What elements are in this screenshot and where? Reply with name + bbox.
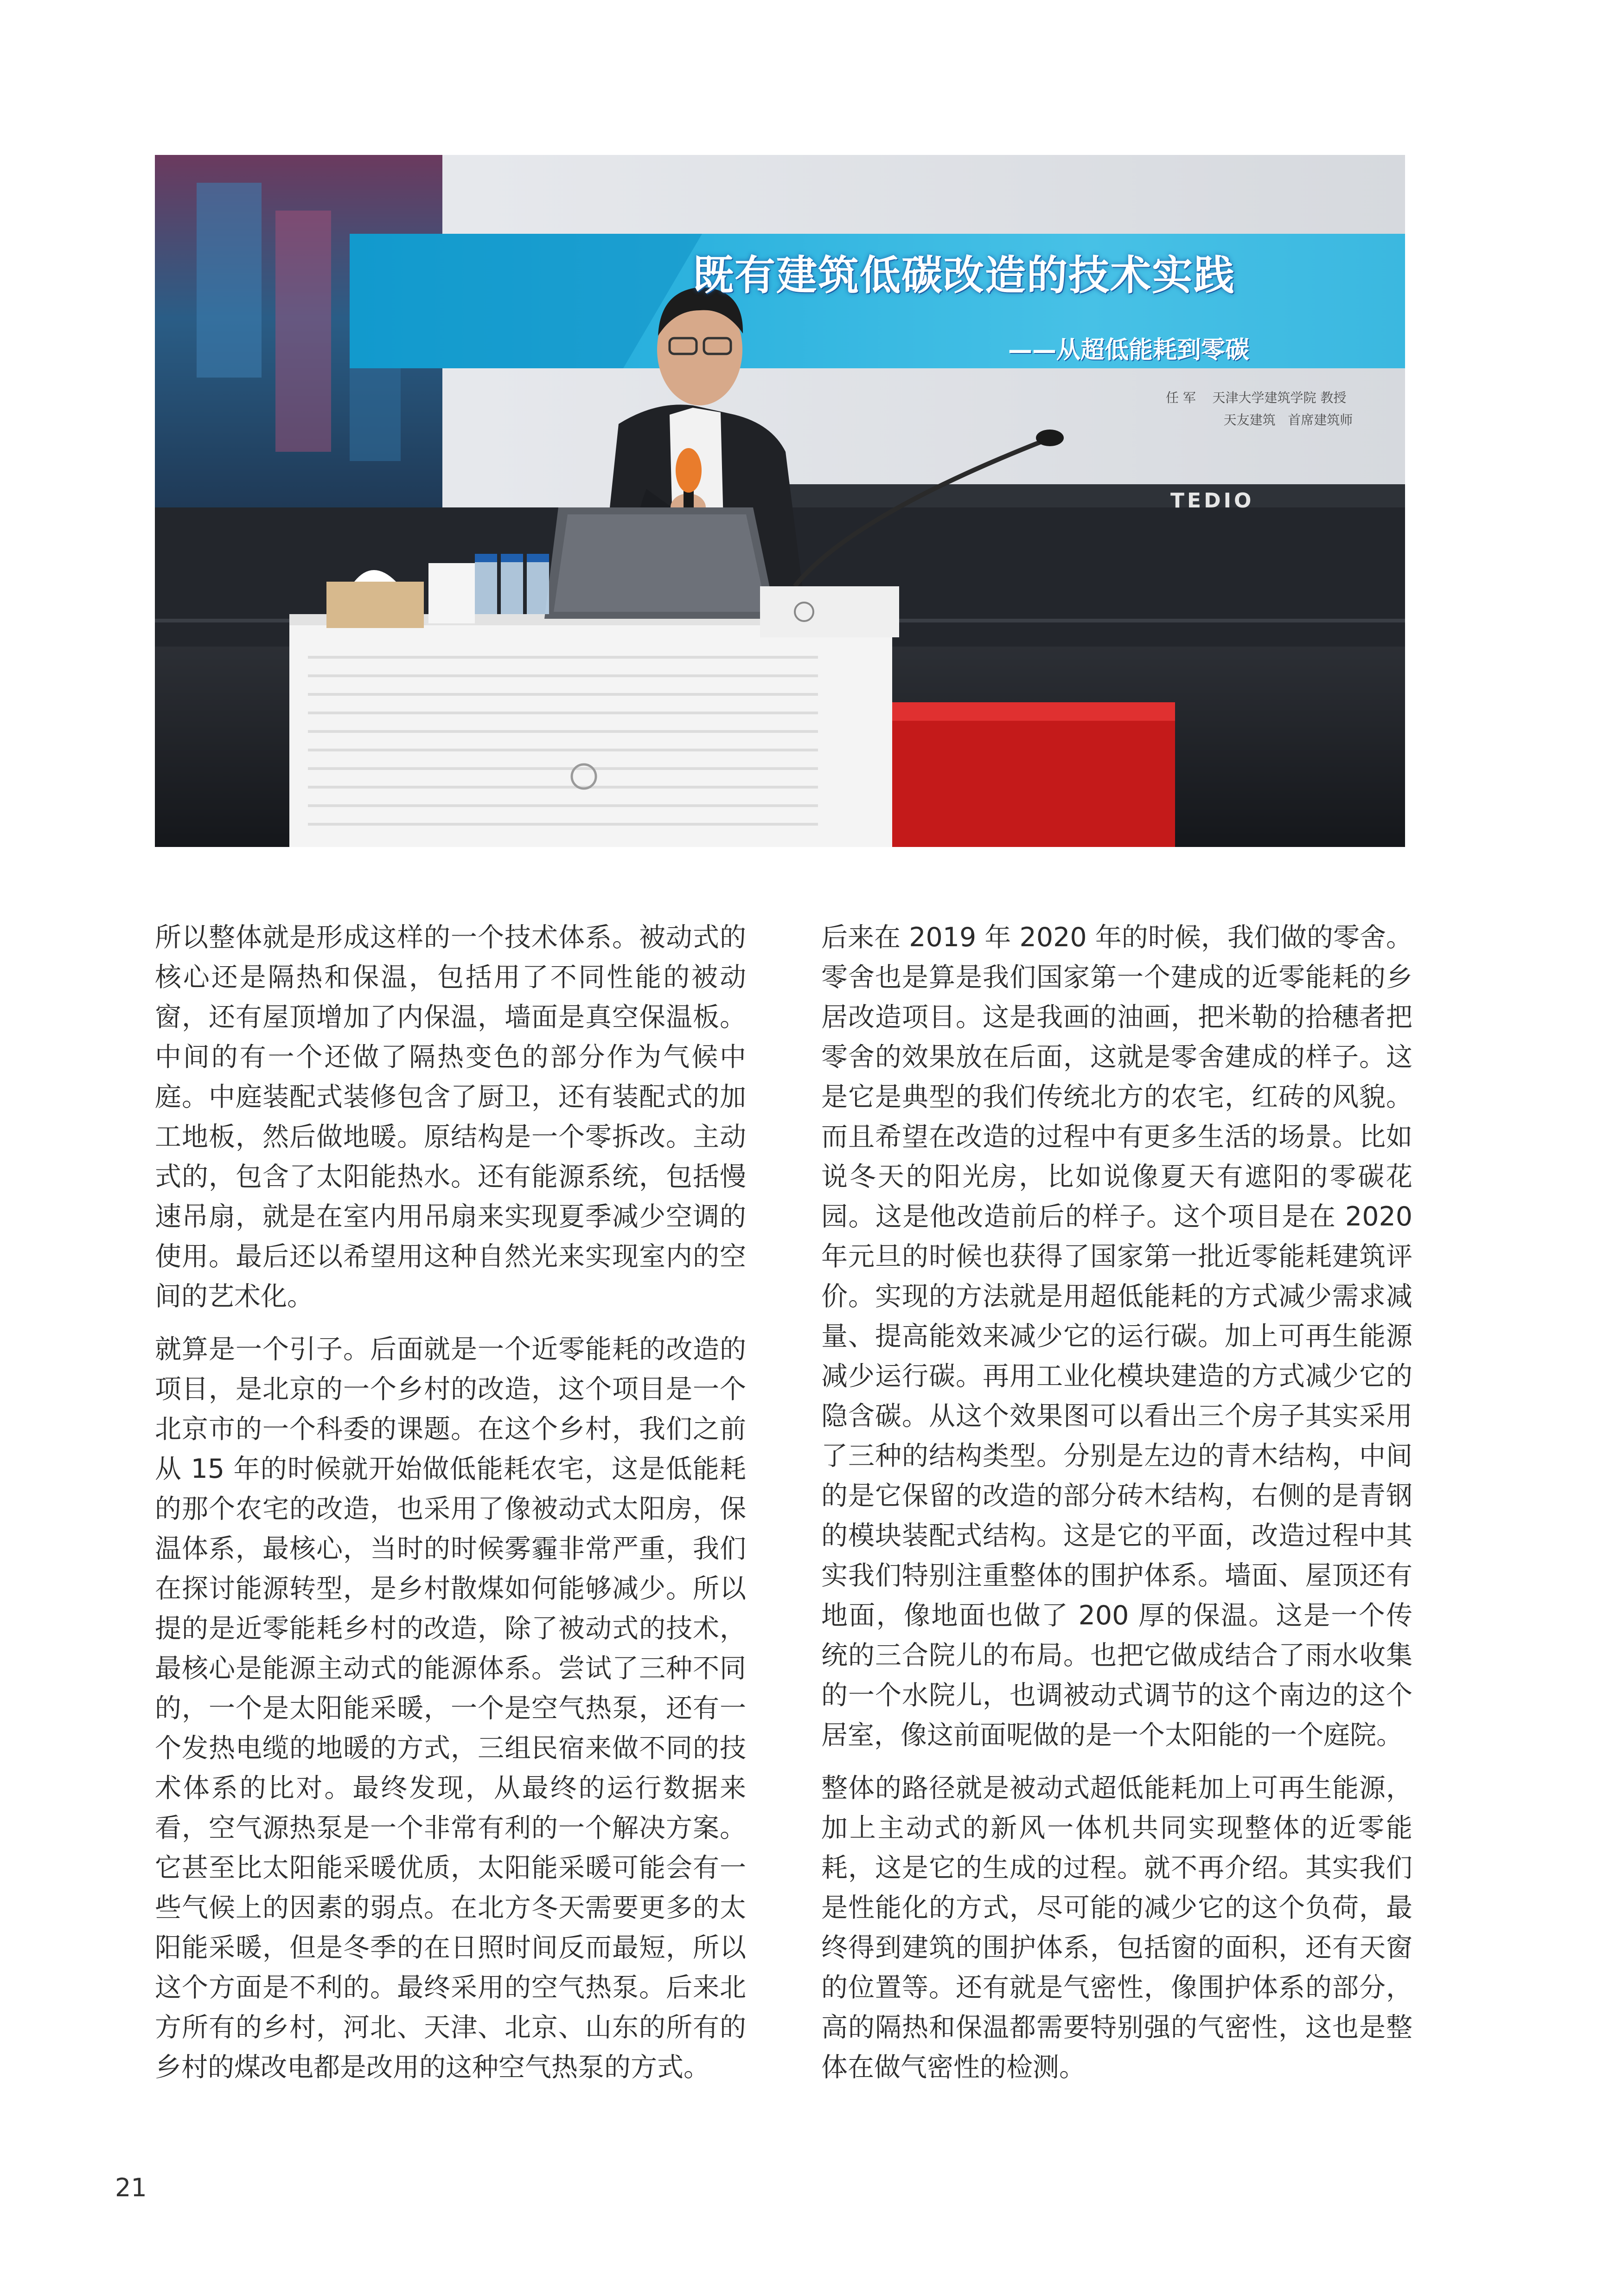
slide-title: 既有建筑低碳改造的技术实践: [693, 251, 1236, 299]
right-paragraph-2: 整体的路径就是被动式超低能耗加上可再生能源，加上主动式的新风一体机共同实现整体的近零能耗，这是它的生成的过程。就不再介绍。其实我们是性能化的方式，尽可能的减少它的这个负荷，最终得到建筑的围护体系，包括窗的面积，还有天窗的位置等。还有就是气密性，像围护体系的部分，高的隔热和保温都需要特别强的气密性，这也是整体在做气密性的检测。: [821, 1773, 1412, 2083]
slide-author: 任 军 天津大学建筑学院 教授 天友建筑 首席建筑师: [1166, 390, 1353, 428]
right-paragraph-1: 后来在 2019 年 2020 年的时候，我们做的零舍。零舍也是算是我们国家第一个建成的近零能耗的乡居改造项目。这是我画的油画，把米勒的拾穗者把零舍的效果放在后面，这就是零舍建成的样子。这是它是典型的我们传统北方的农宅，红砖的风貌。而且希望在改造的过程中有更多生活的场景。比如说冬天的阳光房，比如说像夏天有遮阳的零碳花园。这是他改造前后的样子。这个项目是在 2020 年元旦的时候也获得了国家第一批近零能耗建筑评价。实现的方法就是用超低能耗的方式减少需求减量、提高能效来减少它的运行碳。加上可再生能源减少运行碳。再用工业化模块建造的方式减少它的隐含碳。从这个效果图可以看出三个房子其实采用了三种的结构类型。分别是左边的青木结构，中间的是它保留的改造的部分砖木结构，右侧的是青钢的模块装配式结构。这是它的平面，改造过程中其实我们特别注重整体的围护体系。墙面、屋顶还有地面，像地面也做了 200 厚的保温。这是一个传统的三合院儿的布局。也把它做成结合了雨水收集的一个水院儿，也调被动式调节的这个南边的这个居室，像这前面呢做的是一个太阳能的一个庭院。: [821, 922, 1412, 1751]
slide-subtitle: ——从超低能耗到零碳: [1008, 336, 1250, 364]
page-number: 21: [115, 2173, 147, 2202]
left-paragraph-1: 所以整体就是形成这样的一个技术体系。被动式的核心还是隔热和保温，包括用了不同性能的被动窗，还有屋顶增加了内保温，墙面是真空保温板。中间的有一个还做了隔热变色的部分作为气候中庭。中庭装配式装修包含了厨卫，还有装配式的加工地板，然后做地暖。原结构是一个零拆改。主动式的，包含了太阳能热水。还有能源系统，包括慢速吊扇，就是在室内用吊扇来实现夏季减少空调的使用。最后还以希望用这种自然光来实现室内的空间的艺术化。: [155, 922, 746, 1312]
left-paragraph-2: 就算是一个引子。后面就是一个近零能耗的改造的项目，是北京的一个乡村的改造，这个项目是一个北京市的一个科委的课题。在这个乡村，我们之前从 15 年的时候就开始做低能耗农宅，这是低能耗的那个农宅的改造，也采用了像被动式太阳房，保温体系，最核心，当时的时候雾霾非常严重，我们在探讨能源转型，是乡村散煤如何能够减少。所以提的是近零能耗乡村的改造，除了被动式的技术，最核心是能源主动式的能源体系。尝试了三种不同的，一个是太阳能采暖，一个是空气热泵，还有一个发热电缆的地暖的方式，三组民宿来做不同的技术体系的比对。最终发现，从最终的运行数据来看，空气源热泵是一个非常有利的一个解决方案。它甚至比太阳能采暖优质，太阳能采暖可能会有一些气候上的因素的弱点。在北方冬天需要更多的太阳能采暖，但是冬季的在日照时间反而最短，所以这个方面是不利的。最终采用的空气热泵。后来北方所有的乡村，河北、天津、北京、山东的所有的乡村的煤改电都是改用的这种空气热泵的方式。: [155, 1334, 746, 2083]
left-column: [155, 917, 746, 2100]
right-column: [821, 917, 1412, 2100]
lecture-photo: [155, 155, 1405, 847]
slide-logo: TEDIO: [1170, 489, 1254, 513]
